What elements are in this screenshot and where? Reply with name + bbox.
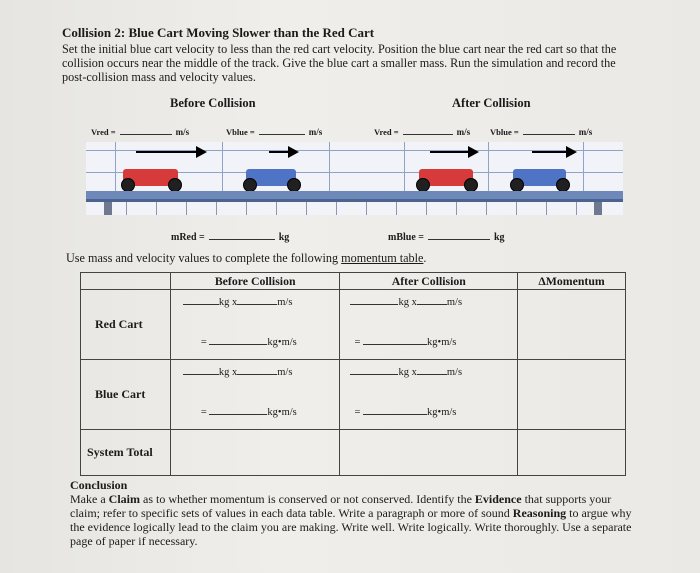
- row-label-red-cart: Red Cart: [81, 290, 171, 360]
- blue-before-cell[interactable]: kg x m/s = kg•m/s: [170, 360, 340, 430]
- before-vblue-blank[interactable]: [259, 126, 305, 135]
- after-blue-arrowhead: [566, 146, 577, 158]
- track-ruler: [86, 202, 623, 215]
- mass-blue-unit: kg: [493, 232, 505, 243]
- conclusion-heading: Conclusion: [70, 478, 128, 492]
- blue-delta-cell[interactable]: [518, 360, 626, 430]
- wheel-icon: [556, 178, 570, 192]
- after-red-velocity-arrow: [430, 151, 470, 153]
- header-after-collision: After Collision: [340, 273, 518, 290]
- before-vred-unit: m/s: [175, 127, 190, 137]
- red-before-cell[interactable]: kg x m/s = kg•m/s: [170, 290, 340, 360]
- before-vred-blank[interactable]: [120, 126, 172, 135]
- collision-simulation: [86, 142, 623, 215]
- before-vred-label: Vred =: [91, 127, 116, 137]
- after-blue-velocity-arrow: [532, 151, 568, 153]
- track: [86, 191, 623, 199]
- after-vblue-field: [490, 122, 592, 140]
- section-title: Collision 2: Blue Cart Moving Slower than the Red Cart: [62, 25, 375, 40]
- wheel-icon: [121, 178, 135, 192]
- blue-after-cell[interactable]: kg x m/s = kg•m/s: [340, 360, 518, 430]
- momentum-table-link: momentum table: [341, 251, 424, 265]
- after-vred-blank[interactable]: [403, 126, 453, 135]
- red-delta-cell[interactable]: [518, 290, 626, 360]
- after-vred-label: Vred =: [374, 127, 399, 137]
- total-after-cell[interactable]: [340, 430, 518, 476]
- table-row: [81, 360, 626, 430]
- before-vblue-field: [226, 122, 322, 140]
- after-vred-field: [374, 122, 470, 140]
- wheel-icon: [464, 178, 478, 192]
- before-red-velocity-arrow: [136, 151, 198, 153]
- mass-blue-field: [388, 227, 505, 245]
- mass-blue-blank[interactable]: [428, 231, 490, 240]
- before-vred-field: [91, 122, 189, 140]
- table-row: [81, 290, 626, 360]
- row-label-system-total: System Total: [81, 430, 171, 476]
- mass-red-field: [171, 227, 289, 245]
- after-vred-unit: m/s: [456, 127, 471, 137]
- header-delta-momentum: ΔMomentum: [518, 273, 626, 290]
- before-vblue-unit: m/s: [308, 127, 323, 137]
- wheel-icon: [416, 178, 430, 192]
- header-before-collision: Before Collision: [170, 273, 340, 290]
- after-vblue-blank[interactable]: [523, 126, 575, 135]
- after-red-arrowhead: [468, 146, 479, 158]
- red-after-cell[interactable]: kg x m/s = kg•m/s: [340, 290, 518, 360]
- after-vblue-unit: m/s: [578, 127, 593, 137]
- total-delta-cell[interactable]: [518, 430, 626, 476]
- before-collision-heading: Before Collision: [170, 96, 256, 110]
- after-vblue-label: Vblue =: [490, 127, 519, 137]
- wheel-icon: [168, 178, 182, 192]
- momentum-table: [80, 272, 626, 476]
- table-corner: [81, 273, 171, 290]
- mass-blue-label: mBlue =: [388, 232, 424, 243]
- row-label-blue-cart: Blue Cart: [81, 360, 171, 430]
- wheel-icon: [510, 178, 524, 192]
- conclusion-body: Make a Claim as to whether momentum is conserved or not conserved. Identify the Evidence that supports your claim; refer to specific sets of values in each data table. Write a paragraph or more of sound Reasoning to argue why the evidence logically lead to the claim you are making. Write well. Write logically. Write thoroughly. Use a separate page of paper if necessary.: [70, 492, 632, 548]
- table-row: [81, 430, 626, 476]
- before-blue-arrowhead: [288, 146, 299, 158]
- wheel-icon: [287, 178, 301, 192]
- after-collision-heading: After Collision: [452, 96, 531, 110]
- mass-red-label: mRed =: [171, 232, 205, 243]
- section-instructions: Set the initial blue cart velocity to less than the red cart velocity. Position the blue cart near the red cart so that the collision occurs near the middle of the track. Give the blue cart a smaller mass. Run the simulation and record the post-collision mass and velocity values.: [62, 42, 617, 84]
- before-blue-velocity-arrow: [269, 151, 289, 153]
- total-before-cell[interactable]: [170, 430, 340, 476]
- conclusion-section: [70, 478, 635, 548]
- table-instructions: Use mass and velocity values to complete the following momentum table.: [66, 251, 427, 265]
- mass-red-unit: kg: [278, 232, 290, 243]
- mass-red-blank[interactable]: [209, 231, 275, 240]
- before-vblue-label: Vblue =: [226, 127, 255, 137]
- before-red-arrowhead: [196, 146, 207, 158]
- wheel-icon: [243, 178, 257, 192]
